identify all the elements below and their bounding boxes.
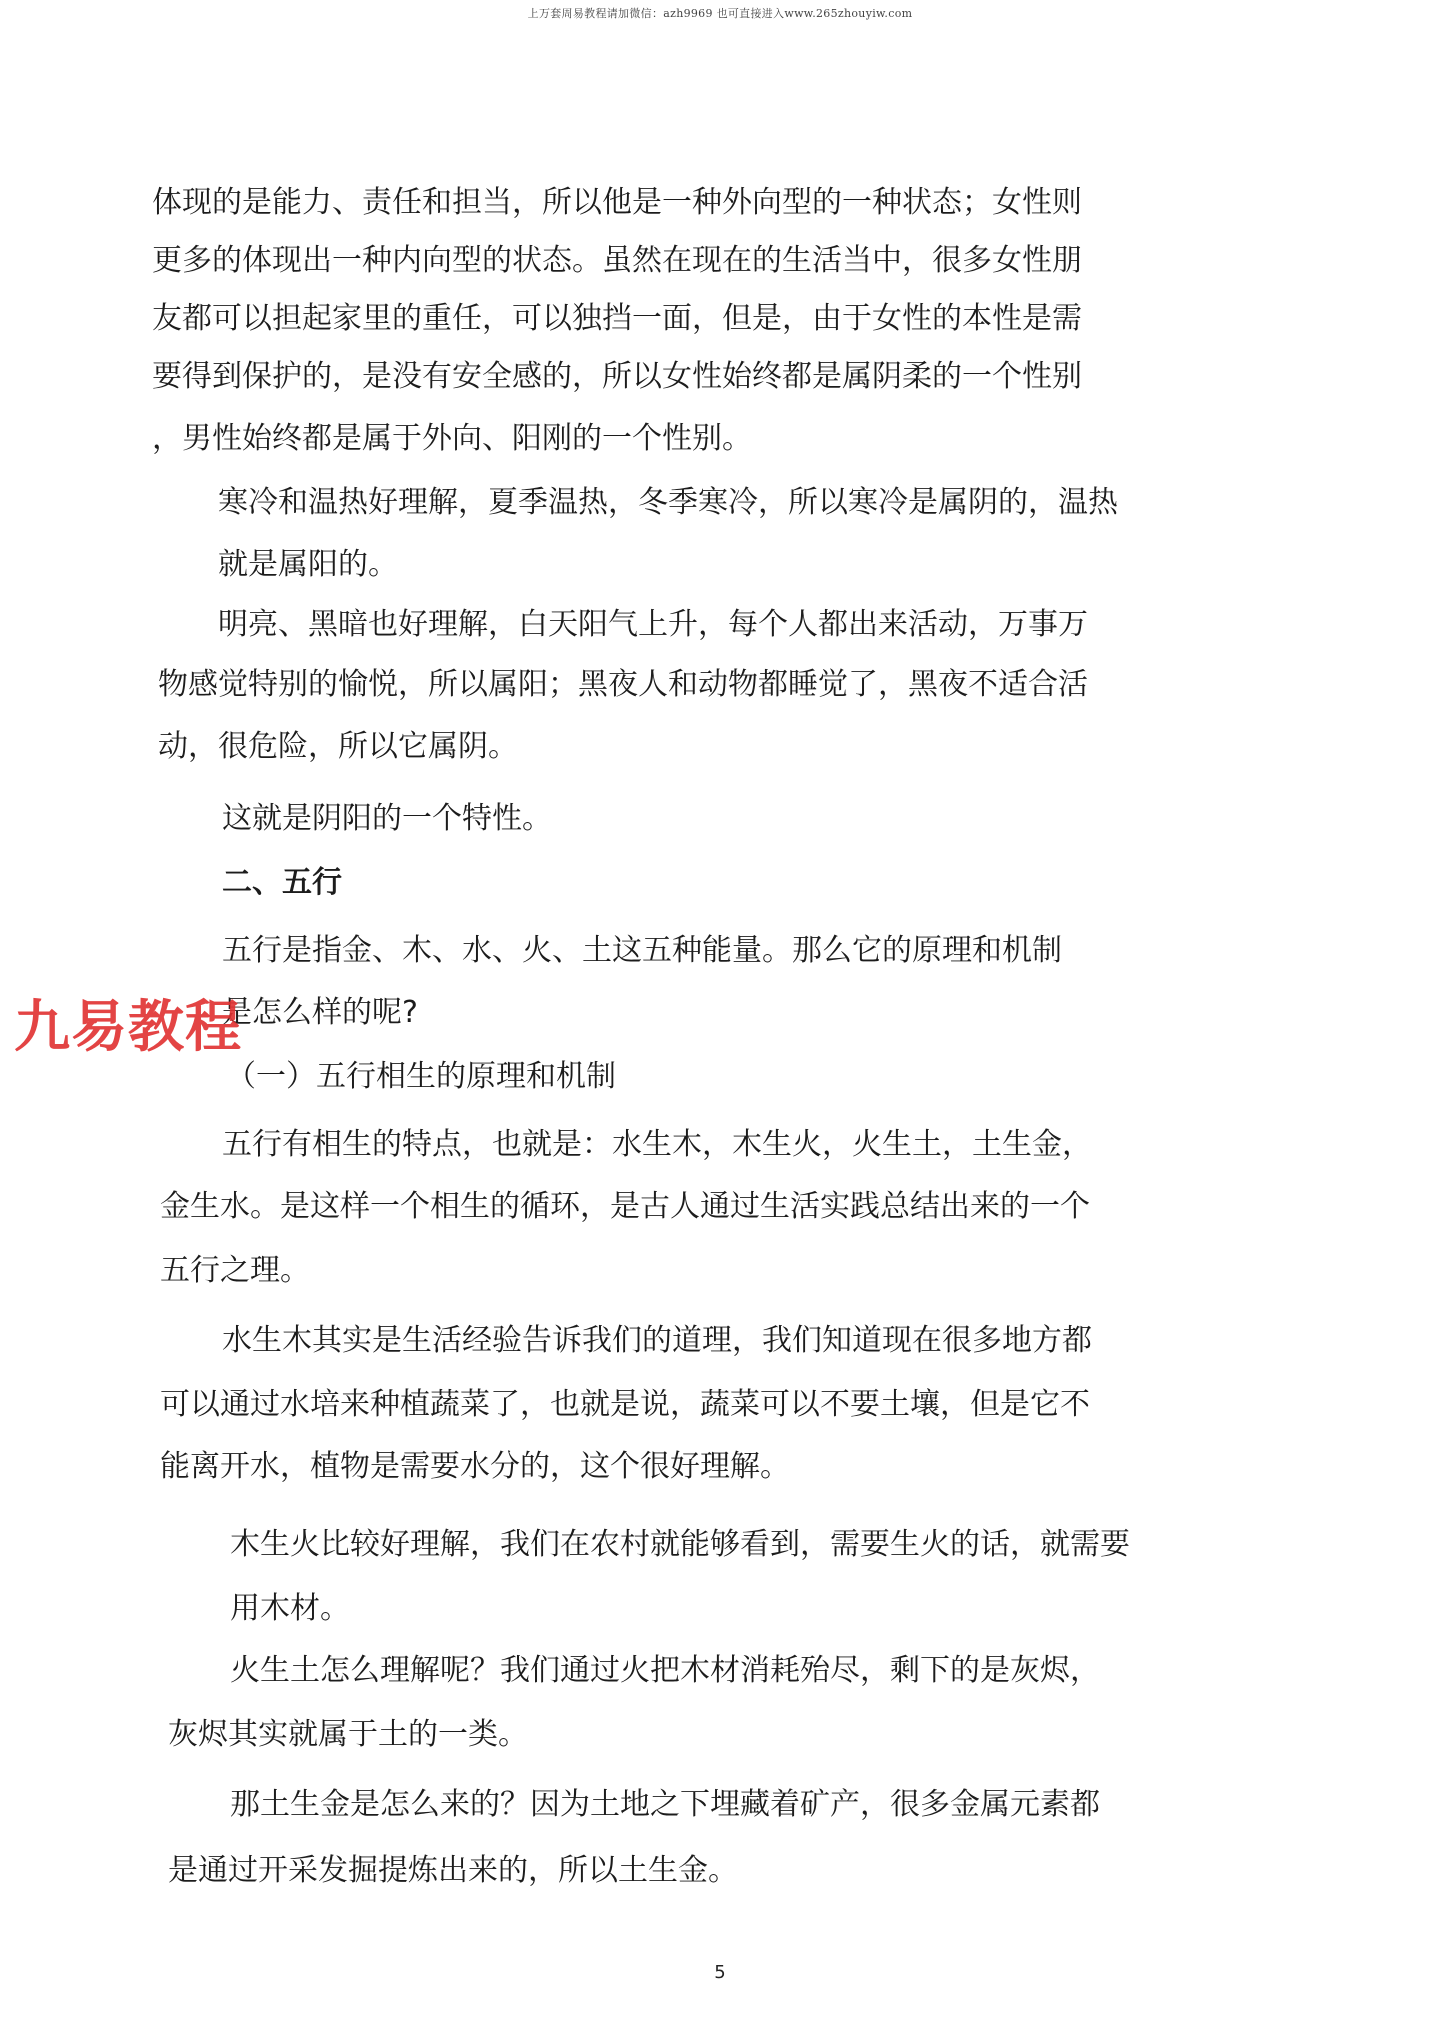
text-line: 那土生金是怎么来的？因为土地之下埋藏着矿产，很多金属元素都 xyxy=(230,1787,1100,1822)
text-line: 可以通过水培来种植蔬菜了，也就是说，蔬菜可以不要土壤，但是它不 xyxy=(160,1387,1090,1422)
text-line: ，男性始终都是属于外向、阳刚的一个性别。 xyxy=(152,421,752,456)
text-line: 能离开水，植物是需要水分的，这个很好理解。 xyxy=(160,1449,790,1484)
text-line: 是怎么样的呢? xyxy=(222,995,418,1030)
text-line: 友都可以担起家里的重任，可以独挡一面，但是，由于女性的本性是需 xyxy=(152,301,1082,336)
text-line: 就是属阳的。 xyxy=(218,547,398,582)
text-line: 动，很危险，所以它属阴。 xyxy=(158,729,518,764)
watermark-logo: 九易教程 xyxy=(14,995,242,1060)
text-line: 五行有相生的特点，也就是：水生木，木生火，火生土，土生金， xyxy=(222,1127,1092,1162)
text-line: 水生木其实是生活经验告诉我们的道理，我们知道现在很多地方都 xyxy=(222,1323,1092,1358)
text-line: 寒冷和温热好理解，夏季温热，冬季寒冷，所以寒冷是属阴的，温热 xyxy=(218,485,1118,520)
text-line: 金生水。是这样一个相生的循环，是古人通过生活实践总结出来的一个 xyxy=(160,1189,1090,1224)
subsection-heading: （一）五行相生的原理和机制 xyxy=(226,1059,616,1094)
text-line: 用木材。 xyxy=(230,1591,350,1626)
text-line: 是通过开采发掘提炼出来的，所以土生金。 xyxy=(168,1853,738,1888)
header-note: 上万套周易教程请加微信：azh9969 也可直接进入www.265zhouyiw.com xyxy=(527,7,913,20)
text-line: 五行之理。 xyxy=(160,1253,310,1288)
text-line: 要得到保护的，是没有安全感的，所以女性始终都是属阴柔的一个性别 xyxy=(152,359,1082,394)
text-line: 更多的体现出一种内向型的状态。虽然在现在的生活当中，很多女性朋 xyxy=(152,243,1082,278)
text-line: 火生土怎么理解呢？我们通过火把木材消耗殆尽，剩下的是灰烬， xyxy=(230,1653,1100,1688)
text-line: 明亮、黑暗也好理解，白天阳气上升，每个人都出来活动，万事万 xyxy=(218,607,1088,642)
text-line: 物感觉特别的愉悦，所以属阳；黑夜人和动物都睡觉了，黑夜不适合活 xyxy=(158,667,1088,702)
text-line: 灰烬其实就属于土的一类。 xyxy=(168,1717,528,1752)
text-line: 这就是阴阳的一个特性。 xyxy=(222,801,552,836)
text-line: 木生火比较好理解，我们在农村就能够看到，需要生火的话，就需要 xyxy=(230,1527,1130,1562)
section-heading: 二、五行 xyxy=(222,865,342,900)
text-line: 体现的是能力、责任和担当，所以他是一种外向型的一种状态；女性则 xyxy=(152,185,1082,220)
page-number: 5 xyxy=(714,1962,726,1983)
text-line: 五行是指金、木、水、火、土这五种能量。那么它的原理和机制 xyxy=(222,933,1062,968)
